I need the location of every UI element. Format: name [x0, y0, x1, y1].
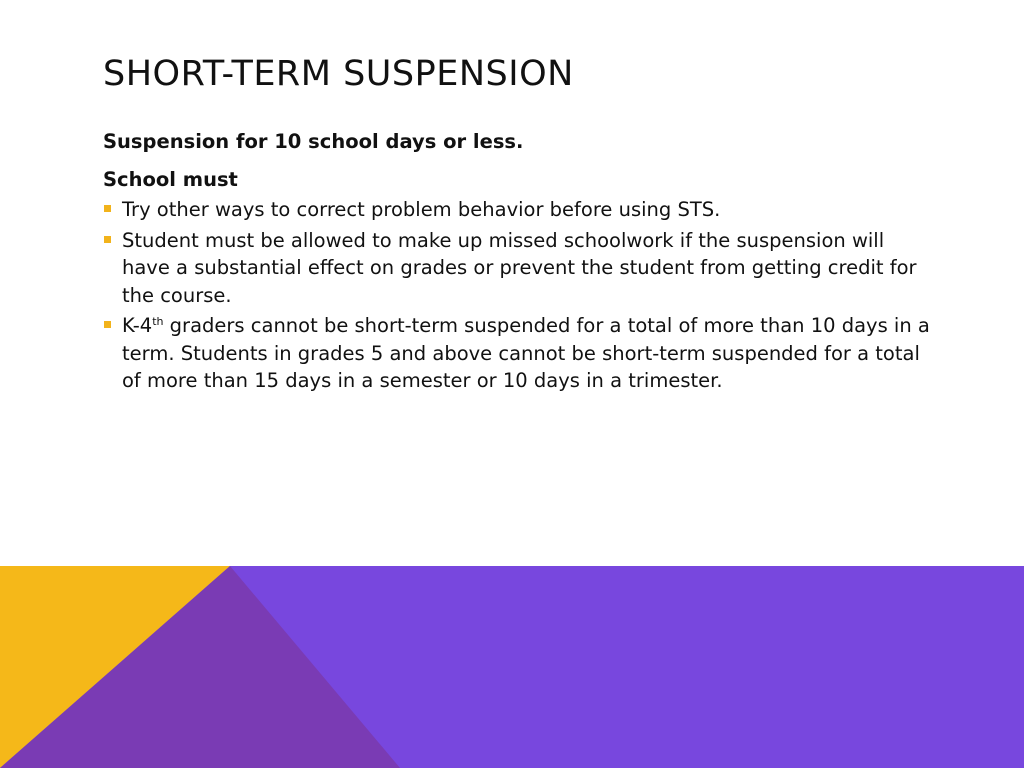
square-bullet-icon [104, 205, 111, 212]
slide-body [103, 128, 933, 398]
slide-title: SHORT-TERM SUSPENSION [103, 54, 574, 94]
decorative-footer-band [0, 566, 1024, 768]
bullet-text-prefix: K-4 [122, 314, 153, 337]
bullet-item-2 [103, 227, 933, 310]
ordinal-superscript: th [152, 315, 164, 328]
square-bullet-icon [104, 236, 111, 243]
bullet-text: graders cannot be short-term suspended for a total of more than 10 days in a term. Students in grades 5 and above cannot be short-term suspended for a total of more than 15 days in a semester or 10 days in a trimester. [122, 314, 930, 392]
bullet-item-3 [103, 312, 933, 395]
bullet-text: Try other ways to correct problem behavior before using STS. [122, 198, 721, 221]
footer-shapes [0, 566, 1024, 768]
square-bullet-icon [104, 321, 111, 328]
bullet-list [103, 196, 933, 395]
bullet-item-1 [103, 196, 933, 224]
bullet-text: Student must be allowed to make up missed schoolwork if the suspension will have a substantial effect on grades or prevent the student from getting credit for the course. [122, 228, 917, 307]
subheading-suspension-definition: Suspension for 10 school days or less. [103, 130, 524, 153]
subheading-school-must: School must [103, 168, 238, 191]
